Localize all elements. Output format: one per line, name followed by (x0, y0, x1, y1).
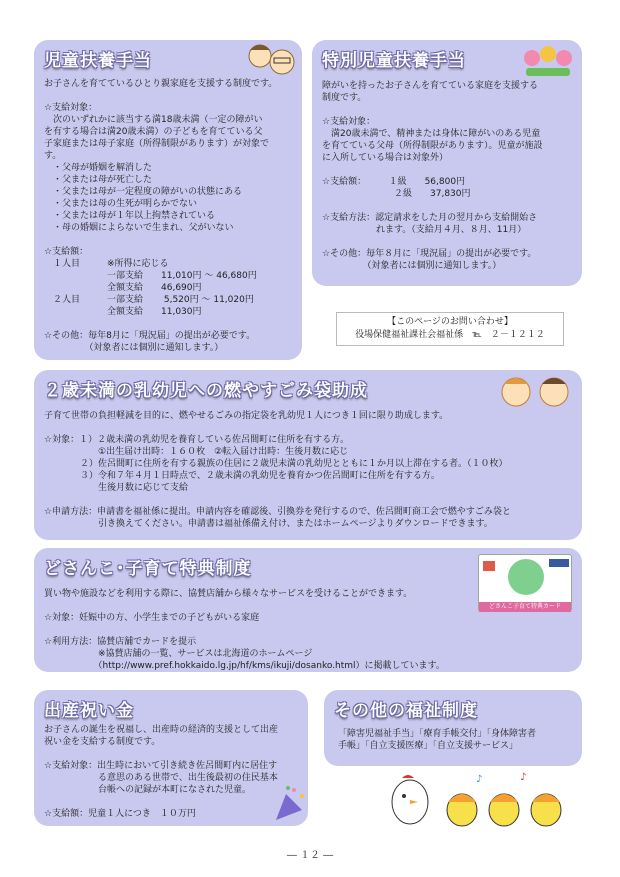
tokubetsu-body: 障がいを持ったお子さんを育てている家庭を支援する 制度です。 ☆支給対象： 満20歳未満で、精神または身体に障がいのある児童 を育てている父母（所得制限があります）。児童が施設 に入所している場合は対象外） ☆支給額： １級 56,800円 ２級 37,830円 ☆支給方法：認定請求をした月の翌月から支給開始さ れます。（支給月４月、８月、11月） ☆その他：毎年８月に「現況届」の提出が必要です。 （対象者には個別に通知します。） (322, 81, 543, 271)
dosanko-card-label: どさんこ子育て特典カード (479, 602, 571, 612)
gomi-section (34, 370, 582, 540)
shussan-title: 出産祝い金 (44, 701, 134, 721)
gomi-title: ２歳未満の乳幼児への燃やすごみ袋助成 (44, 381, 368, 401)
svg-text:♪: ♪ (520, 772, 527, 783)
jido-body: お子さんを育てているひとり親家庭を支援する制度です。 ☆支給対象： 次のいずれかに該当する満18歳未満（一定の障がい を有する場合は満20歳未満）の子どもを育てている父 子家庭または母子家庭（所得制限があります）が対象で す。 ・父母が婚姻を解消した ・父または母が死亡した ・父または母が一定程度の障がいの状態にある ・父または母の生死が明らかでない ・父または母が１年以上拘禁されている ・母の婚姻によらないで生まれ、父がいない ☆支給額： １人目 ※所得に応じる 一部支給 11,010円 ～ 46,680円 全額支給 46,690円 ２人目 一部支給 5,520円 ～ 11,020円 全額支給 11,030円 ☆その他：毎年8月に「現況届」の提出が必要です。 （対象者には個別に通知します。） (44, 79, 278, 353)
shussan-section (34, 690, 308, 826)
gomi-body: 子育て世帯の負担軽減を目的に、燃やせるごみの指定袋を乳幼児１人につき１回に限り助成します。 ☆対象：１）２歳未満の乳幼児を養育している佐呂間町に住所を有する方。 ①出生届け出時：１６０枚 ②転入届け出時：生後月数に応じ ２）佐呂間町に住所を有する親族の住居に２歳児未満の乳幼児とともに１か月以上滞在する者。（１０枚） ３）令和７年４月１日時点で、２歳未満の乳幼児を養育かつ佐呂間町に住所を有する方。 生後月数に応じて支給 ☆申請方法：申請書を福祉係に提出。申請内容を確認後、引換券を発行するので、佐呂間町商工会で燃やすごみ袋と 引き換えてください。申請書は福祉係備え付け、またはホームページよりダウンロードできます。 (44, 411, 511, 529)
dosanko-card-image (478, 554, 572, 612)
babies-illustration (496, 372, 576, 415)
dosanko-title: どさんこ･子育て特典制度 (44, 559, 252, 579)
dosanko-body: 買い物や施設などを利用する際に、協賛店舗から様々なサービスを受けることができます。 ☆対象：妊娠中の方、小学生までの子どもがいる家庭 ☆利用方法：協賛店舗でカードを提示 ※協賛店舗の一覧、サービスは北海道のホームページ （http://www.pref.hokkaido.lg.jp/hf/kms/ikuji/dosanko.html）に掲載しています。 (44, 589, 445, 671)
shussan-body: お子さんの誕生を祝福し、出産時の経済的支援として出産 祝い金を支給する制度です。 ☆支給対象：出生時において引き続き佐呂間町内に居住す る意思のある世帯で、出生後最初の住民基本 台帳への記録が本町になされた児童。 ☆支給額：児童１人につき １０万円 (44, 725, 279, 819)
chicks-illustration (380, 772, 570, 835)
tokubetsu-section (312, 40, 582, 286)
flowers-illustration (522, 44, 574, 81)
contact-detail: 役場保健福祉課社会福祉係 ℡ ２－１２１２ (355, 330, 545, 340)
page-number: ― １２ ― (286, 850, 334, 861)
dosanko-section (34, 548, 582, 672)
tokubetsu-title: 特別児童扶養手当 (322, 51, 466, 71)
sonota-body: 「障害児福祉手当」「療育手帳交付」「身体障害者 手帳」「自立支援医療」「自立支援サービス」 (338, 729, 537, 751)
sonota-title: その他の福祉制度 (334, 701, 478, 721)
svg-text:♪: ♪ (476, 774, 483, 785)
jido-section (34, 40, 302, 360)
sonota-section (324, 690, 582, 766)
jido-title: 児童扶養手当 (44, 51, 152, 71)
contact-box (336, 312, 564, 346)
contact-heading: 【このページのお問い合わせ】 (387, 317, 513, 327)
